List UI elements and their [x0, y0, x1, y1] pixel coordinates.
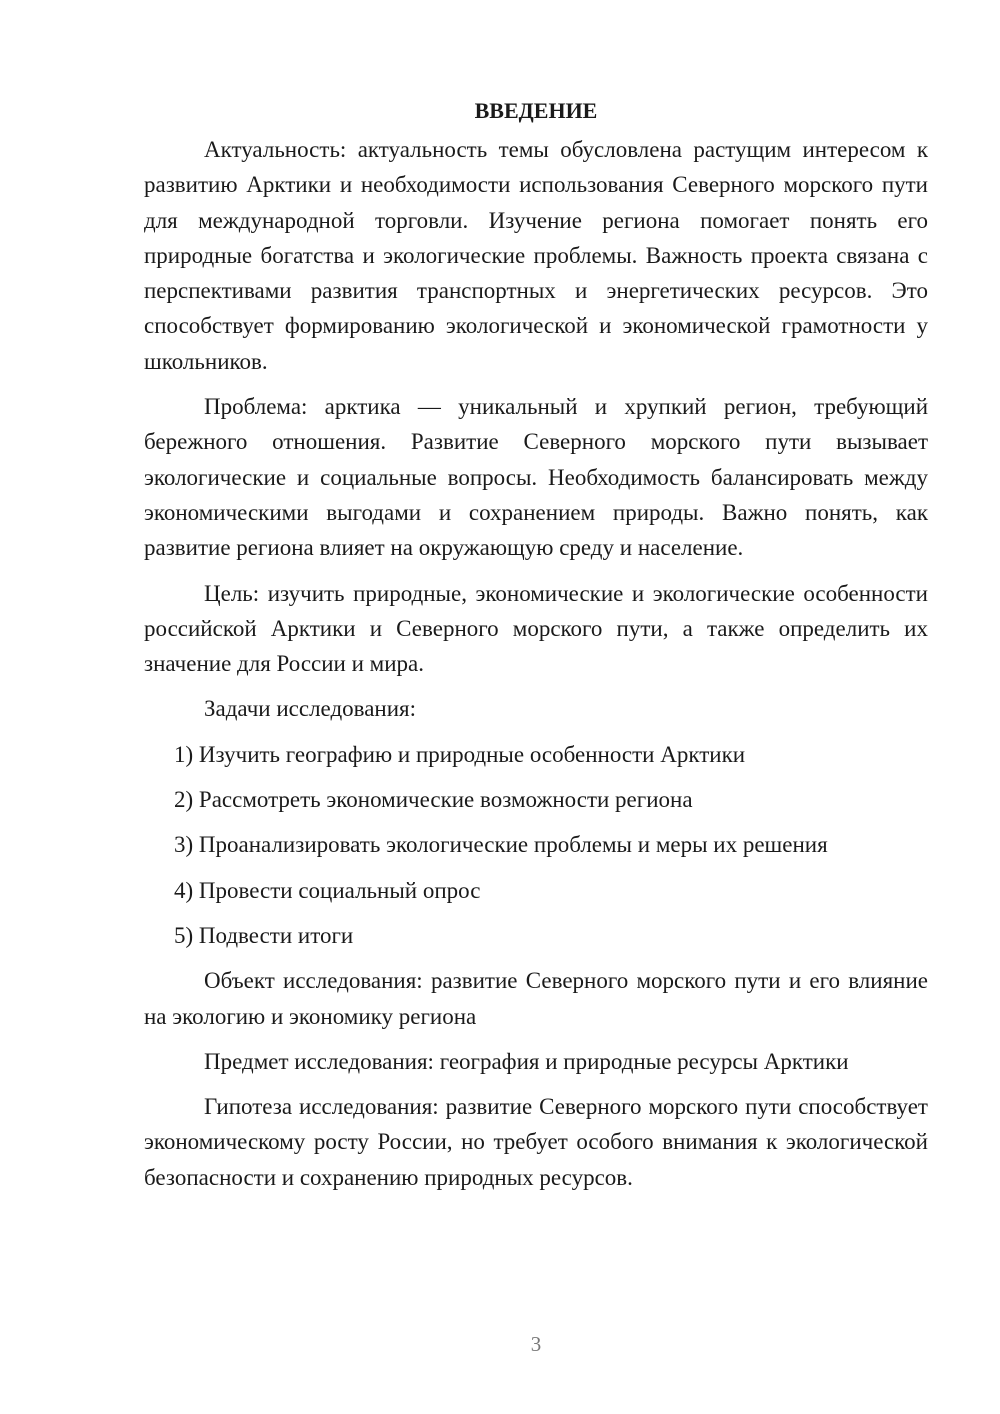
page-title: ВВЕДЕНИЕ — [474, 98, 598, 123]
object-paragraph: Объект исследования: развитие Северного морского пути и его влияние на экологию и экономику региона — [144, 968, 928, 1029]
page-content — [144, 92, 928, 1205]
task-item: 4) Провести социальный опрос — [174, 877, 481, 903]
task-item: 5) Подвести итоги — [174, 922, 354, 948]
task-item: 1) Изучить географию и природные особенности Арктики — [174, 741, 746, 767]
hypothesis-paragraph: Гипотеза исследования: развитие Северного морского пути способствует экономическому росту России, но требует особого внимания к экологической безопасности и сохранению природных ресурсов. — [144, 1094, 928, 1190]
subject-paragraph: Предмет исследования: география и природные ресурсы Арктики — [204, 1048, 849, 1074]
task-item: 3) Проанализировать экологические проблемы и меры их решения — [174, 832, 828, 858]
problem-paragraph: Проблема: арктика — уникальный и хрупкий регион, требующий бережного отношения. Развитие Северного морского пути вызывает экологические и социальные вопросы. Необходимость балансировать между экономическими выгодами и сохранением природы. Важно понять, как развитие региона влияет на окружающую среду и население. — [144, 394, 928, 561]
tasks-list — [144, 737, 928, 953]
relevance-paragraph: Актуальность: актуальность темы обусловлена растущим интересом к развитию Арктики и необходимости использования Северного морского пути для международной торговли. Изучение региона помогает понять его природные богатства и экологические проблемы. Важность проекта связана с перспективами развития транспортных и энергетических ресурсов. Это способствует формированию экологической и экономической грамотности у школьников. — [144, 137, 928, 374]
goal-paragraph: Цель: изучить природные, экономические и экологические особенности российской Арктики и Северного морского пути, а также определить их значение для России и мира. — [144, 580, 928, 677]
tasks-heading: Задачи исследования: — [204, 696, 417, 722]
page-number: 3 — [530, 1332, 542, 1356]
task-item: 2) Рассмотреть экономические возможности региона — [174, 787, 693, 813]
